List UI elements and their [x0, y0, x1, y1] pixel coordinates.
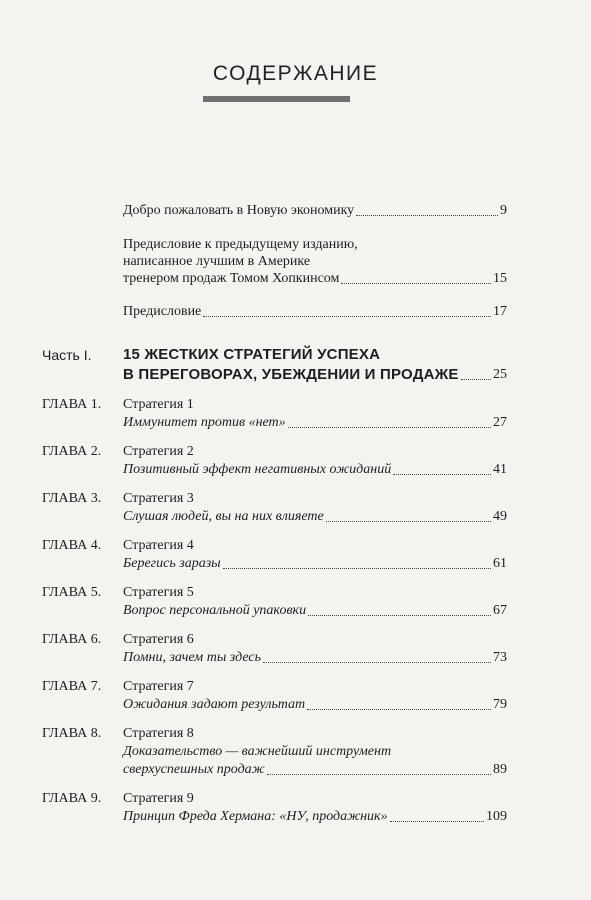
page-number: 89 [493, 762, 507, 777]
chapter-subtitle: Помни, зачем ты здесь [123, 650, 261, 665]
page-number: 61 [493, 556, 507, 571]
chapter-strategy: Стратегия 4 [123, 538, 194, 553]
chapter-subtitle: сверхуспешных продаж [123, 762, 265, 777]
dot-leader [341, 282, 491, 284]
dot-leader [308, 614, 491, 616]
chapter-label: ГЛАВА 7. [42, 679, 102, 694]
page-number: 15 [493, 271, 507, 286]
page-number: 79 [493, 697, 507, 712]
chapter-subtitle: Вопрос персональной упаковки [123, 603, 307, 618]
dot-leader [393, 473, 491, 475]
chapter-label: ГЛАВА 3. [42, 491, 102, 506]
dot-leader [390, 820, 484, 822]
page-number: 25 [493, 367, 507, 382]
chapter-strategy: Стратегия 5 [123, 585, 194, 600]
toc-entry-chapter-7 [123, 696, 507, 714]
chapter-strategy: Стратегия 8 [123, 726, 194, 741]
chapter-strategy: Стратегия 9 [123, 791, 194, 806]
part-title-line: 15 ЖЕСТКИХ СТРАТЕГИЙ УСПЕХА [123, 346, 381, 363]
toc-entry-chapter-6 [123, 649, 507, 667]
title-underline [203, 96, 350, 102]
page-number: 109 [486, 809, 507, 824]
dot-leader [288, 426, 491, 428]
part-title-line: В ПЕРЕГОВОРАХ, УБЕЖДЕНИИ И ПРОДАЖЕ [123, 366, 459, 383]
dot-leader [223, 567, 491, 569]
chapter-subtitle: Доказательство — важнейший инструмент [123, 744, 392, 759]
chapter-subtitle: Принцип Фреда Хермана: «НУ, продажник» [123, 809, 388, 824]
chapter-label: ГЛАВА 4. [42, 538, 102, 553]
chapter-subtitle: Ожидания задают результат [123, 697, 306, 712]
part-label: Часть I. [42, 347, 92, 363]
toc-entry-chapter-5 [123, 602, 507, 620]
toc-entry-chapter-4 [123, 555, 507, 573]
dot-leader [263, 661, 491, 663]
toc-entry-chapter-9 [123, 808, 507, 826]
toc-entry-chapter-3 [123, 508, 507, 526]
toc-entry-part-1 [123, 366, 507, 384]
page-number: 17 [493, 304, 507, 319]
dot-leader [203, 315, 491, 317]
dot-leader [461, 378, 491, 380]
entry-title-line: Предисловие к предыдущему изданию, [123, 237, 358, 252]
toc-entry-foreword [123, 303, 507, 321]
toc-entry-chapter-8 [123, 761, 507, 779]
chapter-label: ГЛАВА 9. [42, 791, 102, 806]
entry-title-line: написанное лучшим в Америке [123, 254, 311, 269]
entry-title-line: тренером продаж Томом Хопкинсом [123, 271, 340, 286]
toc-entry-foreword-previous [123, 270, 507, 288]
dot-leader [267, 773, 491, 775]
dot-leader [356, 214, 498, 216]
page-number: 9 [500, 203, 507, 218]
toc-entry-chapter-2 [123, 461, 507, 479]
chapter-subtitle: Иммунитет против «нет» [123, 415, 286, 430]
page-number: 73 [493, 650, 507, 665]
dot-leader [307, 708, 491, 710]
chapter-label: ГЛАВА 5. [42, 585, 102, 600]
chapter-strategy: Стратегия 2 [123, 444, 194, 459]
page-number: 41 [493, 462, 507, 477]
entry-title: Предисловие [123, 304, 202, 319]
chapter-subtitle: Слушая людей, вы на них влияете [123, 509, 324, 524]
page-title: СОДЕРЖАНИЕ [212, 62, 379, 85]
chapter-strategy: Стратегия 7 [123, 679, 194, 694]
entry-title: Добро пожаловать в Новую экономику [123, 203, 355, 218]
page-number: 49 [493, 509, 507, 524]
chapter-label: ГЛАВА 1. [42, 397, 102, 412]
chapter-strategy: Стратегия 3 [123, 491, 194, 506]
page-number: 27 [493, 415, 507, 430]
chapter-label: ГЛАВА 8. [42, 726, 102, 741]
toc-entry-chapter-1 [123, 414, 507, 432]
chapter-strategy: Стратегия 1 [123, 397, 194, 412]
page-number: 67 [493, 603, 507, 618]
chapter-subtitle: Позитивный эффект негативных ожиданий [123, 462, 392, 477]
chapter-subtitle: Берегись заразы [123, 556, 221, 571]
chapter-label: ГЛАВА 6. [42, 632, 102, 647]
chapter-strategy: Стратегия 6 [123, 632, 194, 647]
toc-entry-welcome [123, 202, 507, 220]
chapter-label: ГЛАВА 2. [42, 444, 102, 459]
dot-leader [326, 520, 491, 522]
